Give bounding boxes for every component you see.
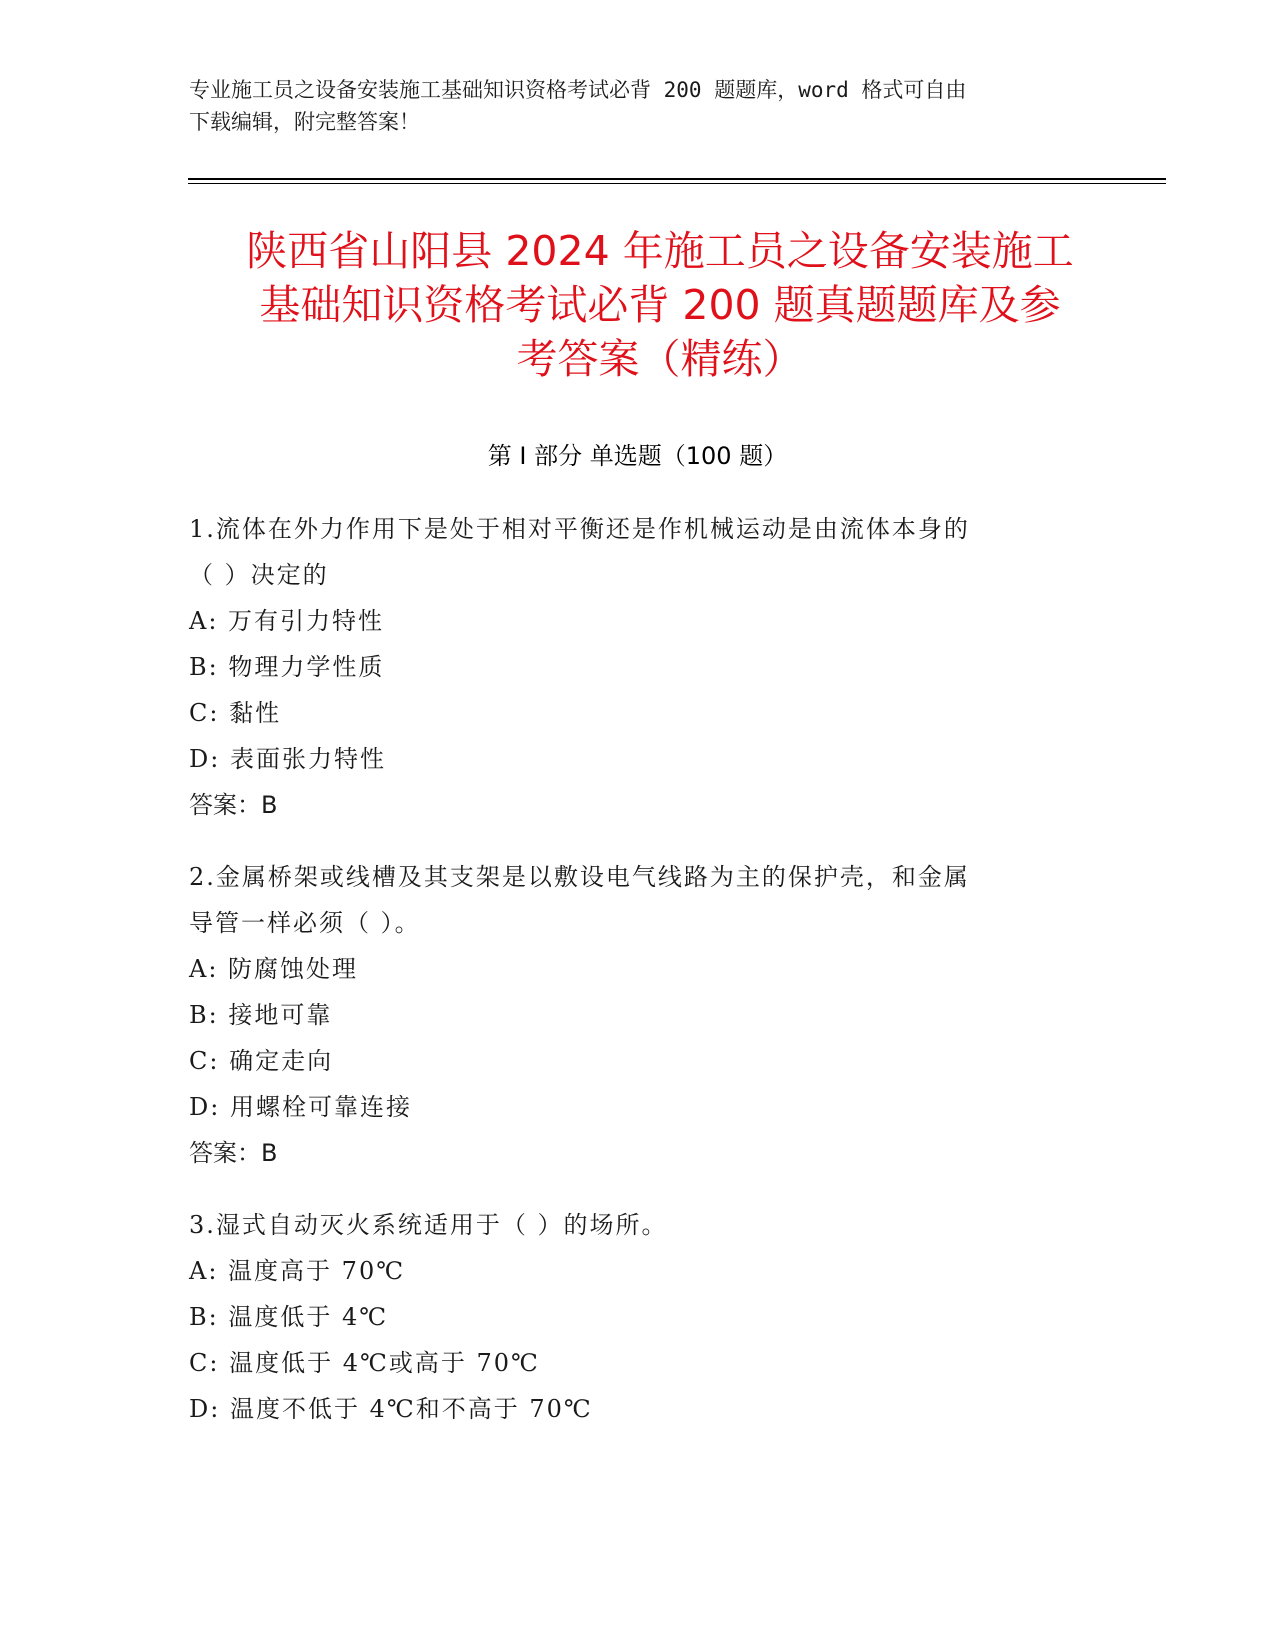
option-b: B: 物理力学性质	[189, 653, 385, 681]
question-stem-continued: 导管一样必须（ ）。	[189, 909, 421, 937]
option-c: C: 确定走向	[189, 1047, 334, 1075]
header-note-line-2: 下载编辑，附完整答案！	[189, 110, 420, 134]
question-stem: 1.流体在外力作用下是处于相对平衡还是作机械运动是由流体本身的	[189, 515, 970, 543]
question-stem: 2.金属桥架或线槽及其支架是以敷设电气线路为主的保护壳，和金属	[189, 863, 970, 891]
question-stem-continued: （ ）决定的	[189, 561, 329, 589]
header-divider-thin	[188, 183, 1166, 184]
document-title-line-2: 基础知识资格考试必背 200 题真题题库及参	[259, 281, 1061, 329]
section-title: 第 I 部分 单选题（100 题）	[487, 442, 788, 470]
header-note-line-1: 专业施工员之设备安装施工基础知识资格考试必背 200 题题库，word 格式可自由	[189, 78, 967, 102]
question-3	[189, 1202, 1089, 1432]
option-b: B: 温度低于 4℃	[189, 1303, 389, 1331]
option-a: A: 防腐蚀处理	[189, 955, 359, 983]
header-note	[189, 74, 1089, 138]
option-d: D: 表面张力特性	[189, 745, 386, 773]
answer: 答案：B	[189, 791, 278, 819]
document-title	[160, 224, 1160, 386]
question-2	[189, 854, 1089, 1176]
option-d: D: 温度不低于 4℃和不高于 70℃	[189, 1395, 593, 1423]
option-a: A: 温度高于 70℃	[189, 1257, 406, 1285]
document-title-line-3: 考答案（精练）	[516, 335, 804, 383]
document-title-line-1: 陕西省山阳县 2024 年施工员之设备安装施工	[246, 227, 1074, 275]
option-a: A: 万有引力特性	[189, 607, 385, 635]
question-1	[189, 506, 1089, 828]
option-c: C: 温度低于 4℃或高于 70℃	[189, 1349, 540, 1377]
question-stem: 3.湿式自动灭火系统适用于（ ）的场所。	[189, 1211, 668, 1239]
option-b: B: 接地可靠	[189, 1001, 333, 1029]
answer: 答案：B	[189, 1139, 278, 1167]
header-divider-thick	[188, 178, 1166, 180]
option-d: D: 用螺栓可靠连接	[189, 1093, 412, 1121]
option-c: C: 黏性	[189, 699, 282, 727]
